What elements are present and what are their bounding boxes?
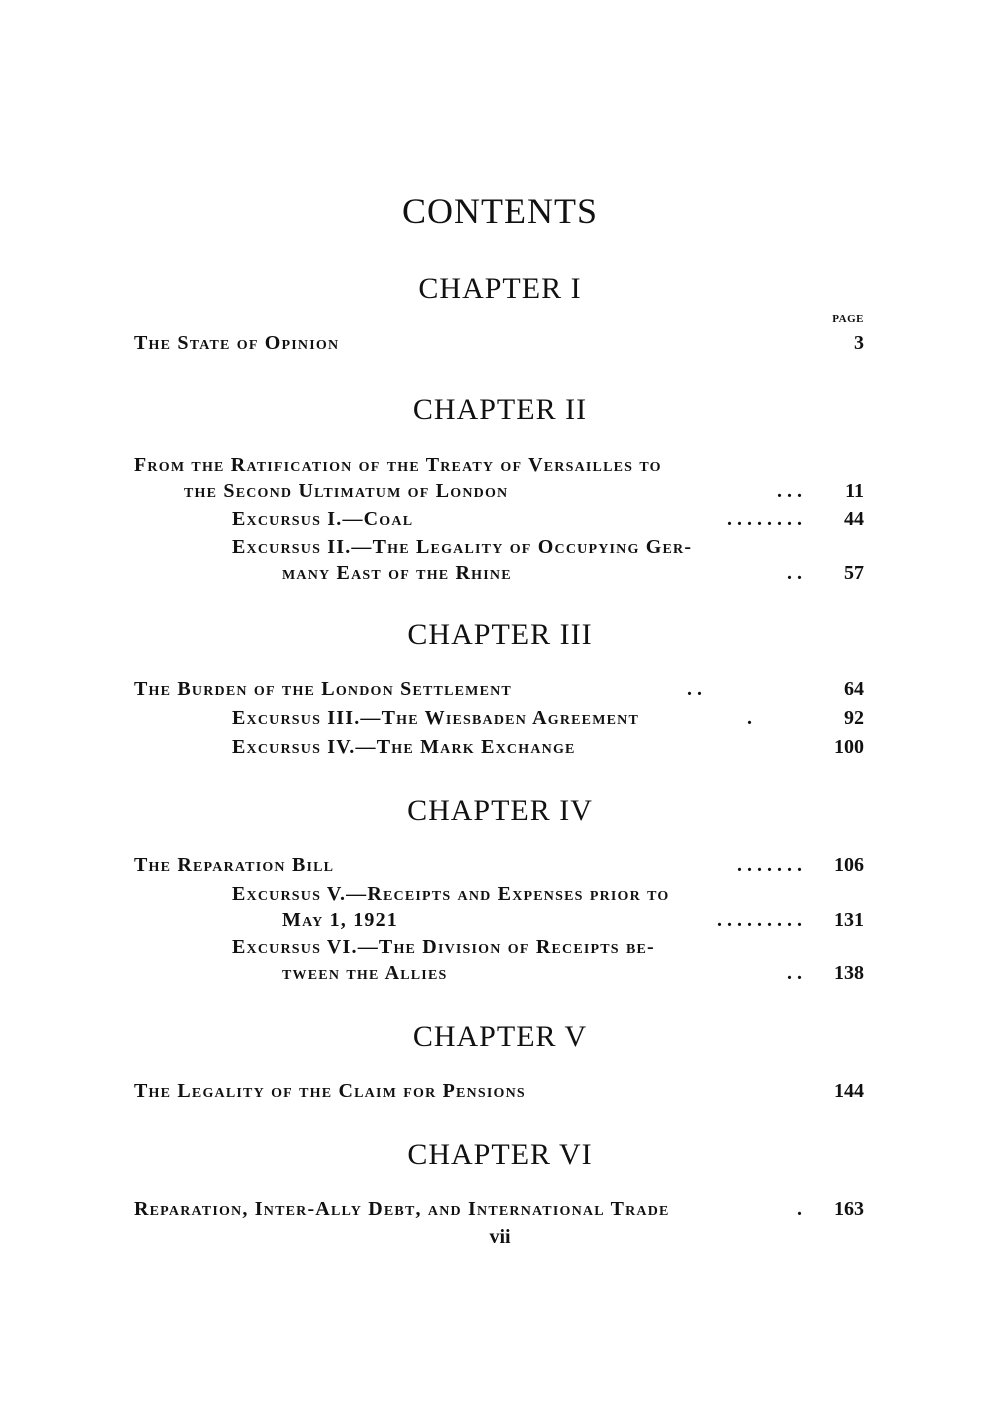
toc-entry-title: Excursus II.—The Legality of Occupying Ger- <box>232 536 693 558</box>
chapter-heading-3: CHAPTER III <box>407 618 593 651</box>
dot-leader: . . <box>787 962 802 984</box>
toc-entry-title: From the Ratification of the Treaty of Versailles to <box>134 454 662 476</box>
dot-leader: . . . <box>777 480 802 502</box>
toc-entry-title: Excursus IV.—The Mark Exchange <box>232 736 576 758</box>
toc-entry[interactable] <box>134 1080 864 1108</box>
dot-leader: . <box>797 1198 802 1220</box>
toc-entry-title: Reparation, Inter-Ally Debt, and International Trade <box>134 1198 670 1220</box>
toc-entry[interactable] <box>232 883 864 911</box>
chapter-heading-2: CHAPTER II <box>412 393 588 426</box>
toc-entry[interactable] <box>232 508 864 536</box>
toc-entry-title: Excursus III.—The Wiesbaden Agreement <box>232 707 640 729</box>
toc-entry-page: 11 <box>845 480 864 502</box>
toc-entry-page: 57 <box>844 562 864 584</box>
toc-entry-title: many East of the Rhine <box>282 562 512 584</box>
toc-entry-title: The State of Opinion <box>134 332 340 354</box>
toc-entry-continuation[interactable] <box>282 562 864 590</box>
toc-entry-page: 64 <box>844 678 864 700</box>
toc-entry-title: The Reparation Bill <box>134 854 335 876</box>
toc-entry[interactable] <box>232 736 864 764</box>
toc-entry-title: Excursus I.—Coal <box>232 508 414 530</box>
toc-entry[interactable] <box>134 678 864 706</box>
toc-entry-continuation[interactable] <box>184 480 864 508</box>
chapter-heading-5: CHAPTER V <box>412 1020 588 1053</box>
toc-entry-continuation[interactable] <box>282 909 864 937</box>
toc-entry-title: the Second Ultimatum of London <box>184 480 509 502</box>
toc-entry-title: May 1, 1921 <box>282 909 399 931</box>
dot-leader: . . <box>687 678 702 700</box>
toc-entry[interactable] <box>134 454 864 482</box>
chapter-heading-4: CHAPTER IV <box>407 794 593 827</box>
toc-entry[interactable] <box>134 854 864 882</box>
toc-entry-title: Excursus V.—Receipts and Expenses prior to <box>232 883 670 905</box>
dot-leader: . . <box>787 562 802 584</box>
page-column-label: PAGE <box>832 313 864 325</box>
toc-entry[interactable] <box>134 332 864 360</box>
toc-entry-continuation[interactable] <box>282 962 864 990</box>
toc-entry-page: 100 <box>834 736 864 758</box>
toc-entry-page: 144 <box>834 1080 864 1102</box>
dot-leader: . . . . . . . . . <box>717 909 802 931</box>
chapter-heading-1: CHAPTER I <box>418 272 582 305</box>
page-title: CONTENTS <box>402 191 598 231</box>
dot-leader: . <box>747 707 752 729</box>
toc-entry[interactable] <box>134 1198 864 1226</box>
page-folio: vii <box>489 1226 511 1248</box>
toc-entry-page: 3 <box>854 332 864 354</box>
toc-entry-title: The Burden of the London Settlement <box>134 678 512 700</box>
toc-entry-title: The Legality of the Claim for Pensions <box>134 1080 526 1102</box>
toc-entry[interactable] <box>232 936 864 964</box>
toc-entry-page: 106 <box>834 854 864 876</box>
toc-entry-title: Excursus VI.—The Division of Receipts be- <box>232 936 655 958</box>
toc-entry[interactable] <box>232 707 864 735</box>
toc-entry[interactable] <box>232 536 864 564</box>
chapter-heading-6: CHAPTER VI <box>407 1138 593 1171</box>
dot-leader: . . . . . . . <box>737 854 802 876</box>
toc-entry-page: 131 <box>834 909 864 931</box>
toc-entry-title: tween the Allies <box>282 962 448 984</box>
dot-leader: . . . . . . . . <box>727 508 802 530</box>
toc-entry-page: 92 <box>844 707 864 729</box>
toc-entry-page: 44 <box>844 508 864 530</box>
toc-entry-page: 138 <box>834 962 864 984</box>
toc-entry-page: 163 <box>834 1198 864 1220</box>
